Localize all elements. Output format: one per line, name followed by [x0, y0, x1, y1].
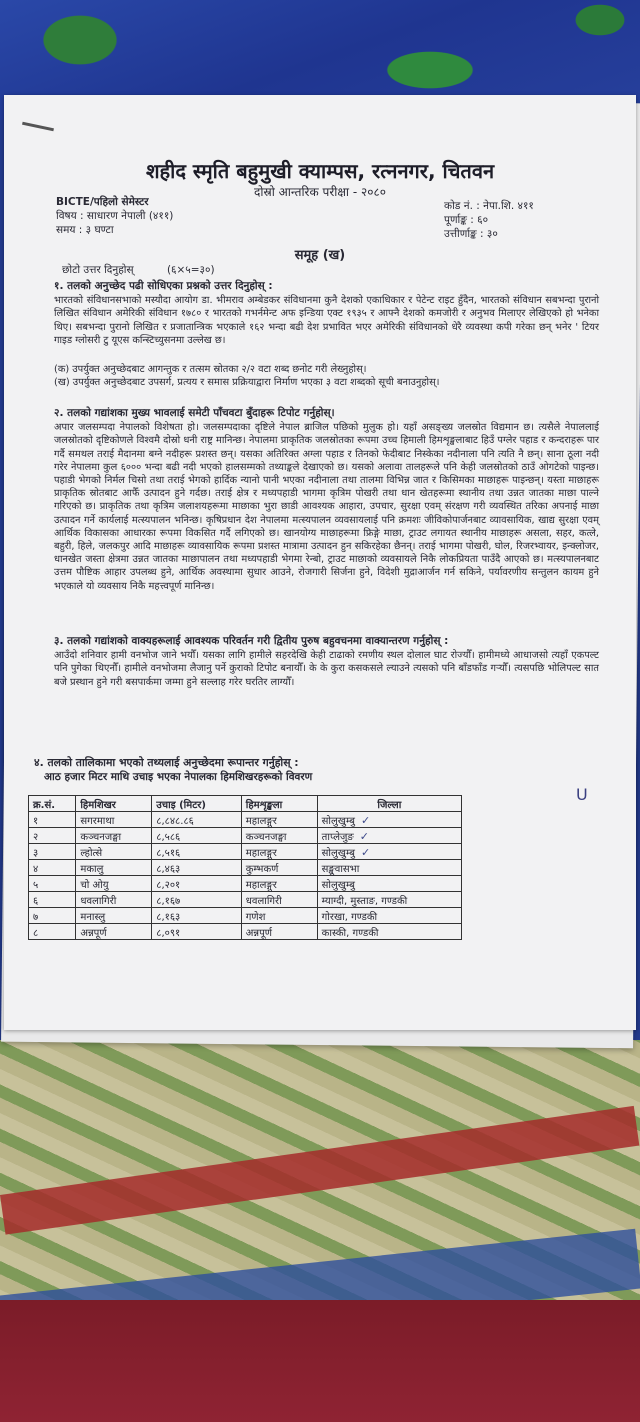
cell: कञ्चनजङ्घा	[76, 828, 152, 844]
col-range: हिमशृङ्खला	[241, 796, 317, 812]
cell: कुम्भकर्ण	[241, 860, 317, 876]
question-2	[54, 407, 599, 593]
peaks-table	[28, 795, 462, 940]
table-header-row	[29, 796, 462, 812]
col-height: उचाइ (मिटर)	[152, 796, 241, 812]
cell: ४	[29, 860, 76, 876]
cell: महालङ्गुर	[241, 844, 317, 860]
cell: ८,२०१	[152, 876, 241, 892]
cell: ८,५८६	[152, 828, 241, 844]
cell: ३	[29, 844, 76, 860]
cell	[317, 844, 461, 860]
exam-meta-right	[444, 199, 534, 241]
question-1-sub-b: (ख) उपर्युक्त अनुच्छेदबाट उपसर्ग, प्रत्यय र समास प्रक्रियाद्वारा निर्माण भएका ३ वटा शब्दको सूची बनाउनुहोस्।	[54, 377, 440, 388]
cell: ८,१६७	[152, 892, 241, 908]
cell: अन्नपूर्ण	[241, 924, 317, 940]
cell: ५	[29, 876, 76, 892]
cell: ६	[29, 892, 76, 908]
cell: ८,४६३	[152, 860, 241, 876]
cell: १	[29, 812, 76, 828]
cell: २	[29, 828, 76, 844]
short-answer-label: छोटो उत्तर दिनुहोस्	[62, 264, 134, 276]
meta-subject: विषय : साधारण नेपाली (४११)	[56, 210, 174, 222]
table-row	[29, 908, 462, 924]
meta-time: समय : ३ घण्टा	[56, 224, 114, 236]
table-row	[29, 924, 462, 940]
cell: धवलागिरी	[76, 892, 152, 908]
question-2-passage: अपार जलसम्पदा नेपालको विशेषता हो। जलसम्पदाका दृष्टिले नेपाल ब्राजिल पछिको मुलुक हो। यहाँ असङ्ख्य जलस्रोत विद्यमान छ। त्यसैले नेपाललाई जलस्रोतको दृष्टिकोणले विश्वमै दोस्रो धनी राष्ट्र मानिन्छ। नेपालमा प्राकृतिक जलस्रोतका रूपमा उच्च हिमाली हिमशृङ्खलाबाट हिउँ पग्लेर पहाड र कन्दराहरू पार गर्दै समथल तराई मैदानमा बग्ने नदीहरू प्रशस्त छन्। यसका अतिरिक्त अग्ला पहाड र तिनको फेदीबाट निस्केका नदीनाला पनि त्यति नै छन्। साना ठूला नदी गरेर नेपालमा कुल ६००० भन्दा बढी नदी भएको हालसम्मको तथ्याङ्कले देखाएको छ। यसको अलावा तालहरूले पनि केही जलस्रोतको ठाउँ ओगटेको पाइन्छ। पहाडी भेगको निर्मल चिसो तथा तराई भेगको हार्दिक न्यानो पानी भएका नदीनाला तथा तालमा विभिन्न जात र किसिमका माछाहरू पाइन्छन्। यस्ता माछाहरू प्राकृतिक स्रोतबाट आफैँ उत्पादन हुने गर्दछ। तराई क्षेत्र र मध्यपहाडी भागमा कृत्रिम पोखरी तथा धान खेतहरूमा स्थानीय तथा उन्नत जातका माछा पाल्ने गरिएको छ। प्राकृतिक तथा कृत्रिम जलाशयहरूमा माछाका भुरा छाडी आवश्यक आहारा, उपचार, सुरक्षा एवम् संरक्षण गरी व्यवस्थित तरिका अपनाई माछा उत्पादन गर्ने कार्यलाई मत्स्यपालन भनिन्छ। कृषिप्रधान देश नेपालमा मत्स्यपालन व्यवसायलाई पनि क्रमशः जीविकोपार्जनबाट व्यावसायिक, खाद्य सुरक्षा एवम् आर्थिक विकासका आधारका रूपमा विकसित गर्दै लगिएको छ। खानयोग्य माछाहरूमा फ्रिङ्गे माछा, ट्राउट लगायत स्थानीय माछाहरू असला, सहर, कत्ले, बहुरी, हिले, जलकपुर आदि माछाहरू व्यावसायिक रूपमा प्रशस्त मात्रामा उत्पादन हुन सकिरहेका छैनन्। तराई भागमा पोखरी, घोल, रिजरभ्वायर, इन्क्लोजर, धानखेत जस्ता क्षेत्रमा उन्नत जातका माछापालन तथा मध्यपहाडी भेगमा रेन्बो, ट्राउट माछाको व्यवसायले निकै लोकप्रियता पाउँदै आएको छ। मत्स्यपालनबाट उत्तम पौष्टिक आहार उपलब्ध हुने, आर्थिक अवस्थामा सुधार आउने, रोजगारी सिर्जना हुने, विदेशी मुद्राआर्जन गर्न सकिने, पर्यावरणीय सन्तुलन कायम हुने भएकाले यो व्यवसाय निकै महत्त्वपूर्ण मानिन्छ।	[54, 422, 599, 592]
staple-mark	[22, 122, 54, 132]
meta-code: कोड नं. : नेपा.शि. ४११	[444, 200, 534, 212]
question-1-sub-a: (क) उपर्युक्त अनुच्छेदबाट आगन्तुक र तत्सम स्रोतका २/२ वटा शब्द छनोट गरी लेख्नुहोस्।	[54, 364, 367, 375]
question-1	[54, 280, 599, 347]
question-1-passage: भारतको संविधानसभाको मस्यौदा आयोग डा. भीमराव अम्बेडकर संविधानमा कुनै देशको एकाधिकार र पेटेन्ट राइट हुँदैन, भारतको संविधान सबभन्दा पुरानो लिखित संविधान अमेरिकी संविधान १७८० र भारतको गभर्नमेन्ट अफ इन्डिया एक्ट १९३५ र आफ्नै देशको कमजोरी र अनुभव मिलाएर लेखिएको हो भनेका थिए। सबभन्दा पुरानो लिखित र प्रजातान्त्रिक भएकाले १६२ भन्दा बढी देश प्रभावित भएर अमेरिकी संविधानको धेरै व्यवस्था कपी गरेका छन् भनेर ' टियर गाइड ग्लोसरी टु यूएस कन्स्टिच्युसनमा उल्लेख छ।	[54, 295, 599, 346]
cell-text: सोलुखुम्बु	[321, 815, 355, 827]
cell: कञ्चनजङ्घा	[241, 828, 317, 844]
cell-text: ताप्लेजुङ	[321, 831, 354, 843]
pen-tick-mark: ✓	[359, 829, 370, 843]
question-3	[54, 635, 599, 689]
cell: मनास्लु	[76, 908, 152, 924]
exam-paper	[4, 95, 636, 1030]
cell	[317, 828, 461, 844]
meta-full-marks: पूर्णाङ्क : ६०	[444, 214, 489, 226]
pen-tick-mark: ✓	[360, 813, 371, 827]
cell: महालङ्गुर	[241, 812, 317, 828]
cell: ८,५१६	[152, 844, 241, 860]
col-peak: हिमशिखर	[76, 796, 152, 812]
group-title: समूह (ख)	[294, 248, 346, 263]
table-row	[29, 844, 462, 860]
pen-tick-mark: ✓	[360, 845, 371, 859]
cell: सगरमाथा	[76, 812, 152, 828]
question-1-title: १. तलको अनुच्छेद पढी सोधिएका प्रश्नको उत्तर दिनुहोस् :	[54, 280, 273, 292]
question-3-title: ३. तलको गद्यांशको वाक्यहरूलाई आवश्यक परिवर्तन गरी द्वितीय पुरुष बहुवचनमा वाक्यान्तरण गर्नुहोस् :	[54, 635, 449, 647]
cell: ८,०९१	[152, 924, 241, 940]
cell: ल्होत्से	[76, 844, 152, 860]
cell: धवलागिरी	[241, 892, 317, 908]
question-1-subparts	[54, 363, 599, 389]
cell: गोरखा, गण्डकी	[317, 908, 461, 924]
cell: सोलुखुम्बु	[317, 876, 461, 892]
question-4-table-caption: आठ हजार मिटर माथि उचाइ भएका नेपालका हिमशिखरहरूको विवरण	[44, 771, 313, 783]
short-answer-heading	[62, 263, 215, 277]
table-row	[29, 812, 462, 828]
cell: अन्नपूर्ण	[76, 924, 152, 940]
question-3-passage: आउँदो शनिवार हामी वनभोज जाने भयौँ। यसका लागि हामीले सहरदेखि केही टाढाको रमणीय स्थल दोलाल घाट रोज्यौँ। हामीमध्ये आधाजसो त्यहाँ एकपल्ट पनि पुगेका थिएनौँ। हामीले वनभोजमा लैजानु पर्ने कुराको टिपोट बनायौँ। के के कुरा कसकसले ल्याउने त्यसको पनि बाँडफाँड गऱ्यौँ। त्यसपछि भोलिपल्ट सात बजे प्रस्थान हुने गरी बसपार्कमा जम्मा हुने सल्लाह गरेर घरतिर लाग्यौँ।	[54, 650, 599, 688]
cell: ७	[29, 908, 76, 924]
cell: ८,१६३	[152, 908, 241, 924]
question-2-title: २. तलको गद्यांशका मुख्य भावलाई समेटी पाँचवटा बुँदाहरू टिपोट गर्नुहोस्।	[54, 407, 335, 419]
exam-title: दोस्रो आन्तरिक परीक्षा - २०८०	[254, 185, 386, 199]
pen-mark: U	[576, 785, 588, 804]
college-title: शहीद स्मृति बहुमुखी क्याम्पस, रत्ननगर, चितवन	[145, 159, 495, 183]
cell: म्याग्दी, मुस्ताङ, गण्डकी	[317, 892, 461, 908]
cell: चो ओयु	[76, 876, 152, 892]
table-row	[29, 860, 462, 876]
cell	[317, 812, 461, 828]
cell: ८,८४८.८६	[152, 812, 241, 828]
cell: महालङ्गुर	[241, 876, 317, 892]
exam-meta-left	[56, 195, 173, 237]
question-4-title: ४. तलको तालिकामा भएको तथ्यलाई अनुच्छेदमा रूपान्तर गर्नुहोस् :	[34, 756, 299, 769]
meta-program: BICTE/पहिलो सेमेस्टर	[56, 196, 149, 208]
meta-pass-marks: उत्तीर्णाङ्क : ३०	[444, 228, 498, 240]
table-row	[29, 876, 462, 892]
cell: ८	[29, 924, 76, 940]
cell: कास्की, गण्डकी	[317, 924, 461, 940]
cell: मकालु	[76, 860, 152, 876]
cell: सङ्खुवासभा	[317, 860, 461, 876]
short-answer-marks: (६×५=३०)	[166, 264, 215, 276]
background-maroon-fabric	[0, 1300, 640, 1422]
table-row	[29, 828, 462, 844]
table-row	[29, 892, 462, 908]
cell-text: सोलुखुम्बु	[321, 847, 355, 859]
cell: गणेश	[241, 908, 317, 924]
col-serial: क्र.सं.	[29, 796, 76, 812]
col-district: जिल्ला	[317, 796, 461, 812]
